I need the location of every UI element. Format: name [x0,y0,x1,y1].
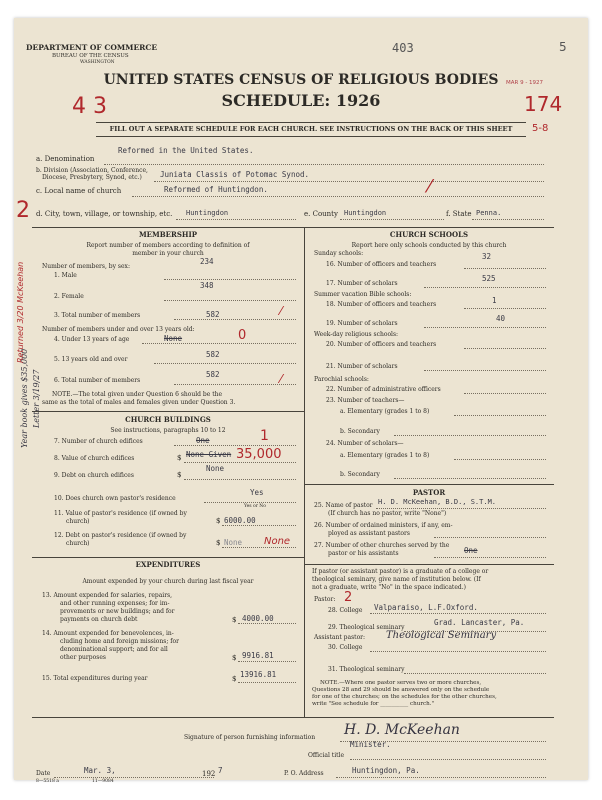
expenditures-title: EXPENDITURES [135,560,201,569]
grid-bottom-rule [32,717,554,718]
dept-name: DEPARTMENT OF COMMERCE [26,43,158,52]
assistant-seminary-label: 31. Theological seminary [328,666,405,673]
teachers-label: 23. Number of teachers— [326,397,405,404]
edifice-value-red: 35,000 [236,447,282,462]
residence-value-label-1: 11. Value of pastor's residence (if owned by [54,510,187,517]
division-value: Juniata Classis of Potomac Synod. [160,170,310,179]
teachers-elementary-label: a. Elementary (grades 1 to 8) [340,408,430,415]
residence-debt-label-2: church) [66,540,90,547]
male-value: 234 [200,257,214,266]
assistants-label-2: ployed as assistant pastors [328,530,410,537]
schedule-title: SCHEDULE: 1926 [221,91,381,110]
year-digit: 7 [218,766,223,775]
owns-residence-line [204,502,296,503]
under-13-value: None [164,334,183,343]
pastor-name-label: 25. Name of pastor [314,502,373,509]
pastor-note-3: for one of the churches; on the schedules for the other churches, [312,694,497,700]
total-members-6-value: 582 [206,370,220,379]
po-address-line [336,777,546,778]
residence-debt-label-1: 12. Debt on pastor's residence (if owned by [54,532,187,539]
running-expenses-line [238,623,296,624]
scholars-secondary-line [394,478,546,479]
state-value: Penna. [476,209,502,217]
edifice-value-label: 8. Value of church edifices [54,455,135,462]
teachers-secondary-label: b. Secondary [340,428,380,435]
over-13-value: 582 [206,350,220,359]
male-line [164,279,296,280]
yes-no-caption: Yes or No [244,504,266,509]
pastor-name-value: H. D. McKeehan, B.D., S.T.M. [378,498,497,506]
female-label: 2. Female [54,293,84,300]
college-label: 28. College [328,607,363,614]
pastor-title: PASTOR [412,488,446,497]
form-title: UNITED STATES CENSUS OF RELIGIOUS BODIES [103,72,499,88]
benevolences-label-3: denominational support; and for all [60,646,168,653]
admin-officers-line [464,393,546,394]
assistants-line [434,537,546,538]
column-divider [304,227,305,717]
sunday-officers-label: 16. Number of officers and teachers [326,261,437,268]
college-value: Valparaiso, L.F.Oxford. [374,603,478,612]
pastor-name-line [376,508,546,509]
form-number: 8—5518 a [36,779,59,784]
year-printed: 192 [202,770,216,778]
edifices-line [174,445,296,446]
total-members-line [174,319,296,320]
corner-mark: 5 [559,40,567,54]
female-line [164,300,296,301]
summer-officers-value: 1 [492,296,497,305]
weekday-officers-label: 20. Number of officers and teachers [326,341,437,348]
date-line [54,777,214,778]
date-value: Mar. 3, [84,766,116,775]
assistant-seminary-line [404,673,546,674]
total-expenditures-value: 13916.81 [240,670,277,679]
graduate-rule [304,564,554,565]
red-code: 5-8 [532,123,549,134]
bureau-name: BUREAU OF THE CENSUS [52,53,129,59]
red-check-mark: ⁄ [428,176,432,197]
scholars-secondary-label: b. Secondary [340,471,380,478]
total-members-label: 3. Total number of members [54,312,141,319]
pastor-red-mark: 2 [344,590,353,605]
college-line [370,613,546,614]
membership-note-1: NOTE.—The total given under Question 6 should be the [52,391,223,398]
schools-sub: Report here only schools conducted by this church [351,242,507,249]
signature-value: H. D. McKeehan [344,722,460,738]
benevolences-line [238,661,296,662]
red-tick-1: ⁄ [280,304,283,318]
admin-officers-label: 22. Number of administrative officers [326,386,441,393]
summer-officers-line [464,308,546,309]
scholars-elementary-line [454,459,546,460]
graduate-note-2: theological seminary, give name of institution below. (If [312,576,481,583]
graduate-note-1: If pastor (or assistant pastor) is a graduate of a college or [312,568,489,575]
sunday-scholars-label: 17. Number of scholars [326,280,398,287]
residence-value-line [222,525,296,526]
edifice-value-line [184,462,296,463]
sunday-officers-value: 32 [482,252,492,261]
edifice-value-dollar: $ [177,454,182,462]
received-stamp: MAR 9 - 1927 [506,80,544,86]
red-number-left: 4 3 [72,94,107,119]
edifice-debt-value: None [206,464,225,473]
under-13-red: 0 [238,328,247,343]
under-13-line [142,343,296,344]
seminary-value: Grad. Lancaster, Pa. [434,618,525,627]
buildings-rule [32,411,304,412]
city-line [176,219,296,220]
local-name-label: c. Local name of church [36,187,122,195]
edifice-value-typed: None Given [186,450,232,459]
denomination-value: Reformed in the United States. [118,146,254,155]
benevolences-label-4: other purposes [60,654,106,661]
teachers-elementary-line [454,415,546,416]
residence-debt-hand: None [264,536,291,547]
red-margin-mark: 2 [16,198,30,223]
city-label: d. City, town, village, or township, etc. [36,210,173,218]
total-expenditures-line [238,682,296,683]
red-tick-2: ⁄ [280,372,283,386]
county-value: Huntingdon [344,209,387,217]
official-title-value: Minister. [350,740,391,749]
official-title-line [350,759,546,760]
po-address-label: P. O. Address [284,770,324,777]
seminary-label: 29. Theological seminary [328,624,405,631]
red-number-right: 174 [524,92,563,116]
running-expenses-value: 4000.00 [242,614,274,623]
edifice-debt-dollar: $ [177,471,182,479]
margin-note-yearbook: Year book gives $35,000 [20,348,29,448]
total-members-6-line [174,384,296,385]
other-churches-line [434,557,546,558]
teachers-secondary-line [394,435,546,436]
assistants-label-1: 26. Number of ordained ministers, if any, em- [314,522,453,529]
pastor-name-note: (If church has no pastor, write "None") [328,510,447,517]
buildings-title: CHURCH BUILDINGS [125,415,211,424]
pastor-rule [304,484,554,485]
summer-scholars-label: 19. Number of scholars [326,320,398,327]
benevolences-label-2: cluding home and foreign missions; for [60,638,179,645]
summer-scholars-line [424,327,546,328]
pastor-note-2: Questions 28 and 29 should be answered only on the schedule [312,687,490,693]
bureau-city: WASHINGTON [80,60,115,65]
other-churches-label-1: 27. Number of other churches served by the [314,542,450,549]
weekday-schools-label: Week-day religious schools: [314,331,399,338]
county-line [340,219,444,220]
total-expenditures-dollar: $ [232,675,237,683]
benevolences-dollar: $ [232,654,237,662]
edifice-debt-label: 9. Debt on church edifices [54,472,134,479]
scholars-elementary-label: a. Elementary (grades 1 to 8) [340,452,430,459]
denomination-label: a. Denomination [36,155,95,163]
margin-note-letter: Letter 3/19/27 [32,369,41,428]
age-breakdown-label: Number of members under and over 13 years old: [42,326,195,333]
assistant-seminary-hand: Theological Seminary [386,630,497,641]
scholars-label: 24. Number of scholars— [326,440,404,447]
running-expenses-label-1: 13. Amount expended for salaries, repairs, [42,592,173,599]
sunday-scholars-line [424,287,546,288]
pastor-note-4: write "See schedule for __________ church." [312,701,435,707]
running-expenses-label-3: provements or new buildings; and for [60,608,175,615]
expenditures-rule [32,557,304,558]
running-expenses-label-4: payments on church debt [60,616,138,623]
city-value: Huntingdon [186,209,229,217]
weekday-scholars-line [424,370,546,371]
summer-schools-label: Summer vacation Bible schools: [314,291,412,298]
other-churches-label-2: pastor or his assistants [328,550,399,557]
sunday-scholars-value: 525 [482,274,496,283]
po-address-value: Huntingdon, Pa. [352,766,420,775]
parochial-schools-label: Parochial schools: [314,376,369,383]
running-expenses-label-2: and other running expenses; for im- [60,600,170,607]
edifices-value: One [196,436,210,445]
membership-note-2: same as the total of males and females given under Question 3. [42,399,236,406]
assistant-college-label: 30. College [328,644,363,651]
schools-title: CHURCH SCHOOLS [389,230,469,239]
membership-sub-1: Report number of members according to definition of [86,242,250,249]
separate-schedule-instruction: FILL OUT A SEPARATE SCHEDULE FOR EACH CHURCH. SEE INSTRUCTIONS ON THE BACK OF THIS SHEET [109,125,513,133]
grid-top-rule [32,227,554,228]
owns-residence-label: 10. Does church own pastor's residence [54,495,176,502]
state-label: f. State [446,210,472,218]
summer-scholars-value: 40 [496,314,506,323]
pastor-subhead: Pastor: [314,596,336,603]
assistant-college-line [370,651,546,652]
under-13-label: 4. Under 13 years of age [54,336,130,343]
sunday-schools-label: Sunday schools: [314,250,364,257]
official-title-label: Official title [308,752,344,759]
total-members-6-label: 6. Total number of members [54,377,141,384]
local-name-value: Reformed of Huntingdon. [164,185,268,194]
benevolences-value: 9916.81 [242,651,274,660]
form-number-2: 11—9084 [92,779,114,784]
owns-residence-value: Yes [250,488,264,497]
division-label-2: Diocese, Presbytery, Synod, etc.) [42,174,142,181]
local-name-line [132,196,544,197]
weekday-officers-line [464,348,546,349]
sunday-officers-line [464,268,546,269]
summer-officers-label: 18. Number of officers and teachers [326,301,437,308]
header-rule-bottom [96,136,526,137]
residence-debt-typed: None [224,538,243,547]
other-churches-value: One [464,546,478,555]
membership-title: MEMBERSHIP [138,230,198,239]
date-label: Date [36,770,51,777]
total-members-value: 582 [206,310,220,319]
residence-value: 6000.00 [224,516,256,525]
over-13-line [154,363,296,364]
male-label: 1. Male [54,272,77,279]
residence-debt-dollar: $ [216,539,221,547]
female-value: 348 [200,281,214,290]
state-line [472,219,544,220]
edifice-debt-line [184,479,296,480]
benevolences-label-1: 14. Amount expended for benevolences, in- [42,630,174,637]
buildings-sub: See instructions, paragraphs 10 to 12 [110,427,226,434]
total-expenditures-label: 15. Total expenditures during year [42,675,148,682]
edifices-red: 1 [260,428,269,444]
residence-value-dollar: $ [216,517,221,525]
membership-sub-2: member in your church [132,250,204,257]
running-expenses-dollar: $ [232,616,237,624]
assistant-pastor-subhead: Assistant pastor: [314,634,366,641]
signature-label: Signature of person furnishing information [184,734,316,741]
denomination-line [104,164,544,165]
weekday-scholars-label: 21. Number of scholars [326,363,398,370]
over-13-label: 5. 13 years old and over [54,356,128,363]
pastor-note-1: NOTE.—Where one pastor serves two or more churches, [320,680,482,686]
expenditures-sub: Amount expended by your church during last fiscal year [82,578,254,585]
graduate-note-3: not a graduate, write "No" in the space indicated.) [312,584,466,591]
header-rule-top [96,122,526,123]
county-label: e. County [304,210,338,218]
stamp-number: 403 [392,41,414,55]
margin-note-returned: Returned 3/20 McKeehan [16,261,25,363]
edifices-label: 7. Number of church edifices [54,438,143,445]
division-line [154,181,544,182]
members-by-sex-label: Number of members, by sex: [42,263,130,270]
division-label-1: b. Division (Association, Conference, [36,167,148,174]
residence-debt-line [222,547,296,548]
residence-value-label-2: church) [66,518,90,525]
census-schedule-sheet [14,18,588,784]
